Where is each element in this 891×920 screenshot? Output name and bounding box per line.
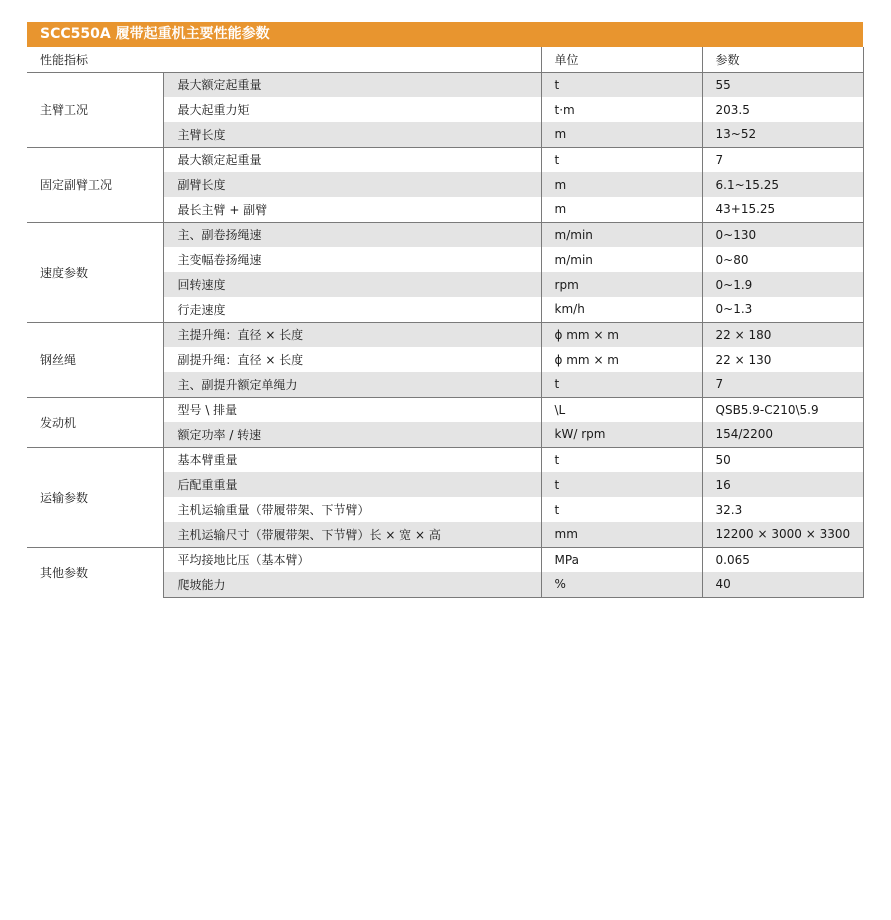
param-value: 22 × 130	[702, 347, 863, 372]
param-value: QSB5.9-C210\5.9	[702, 397, 863, 422]
group-label: 其他参数	[27, 547, 163, 597]
table-row	[27, 72, 863, 97]
param-value: 154/2200	[702, 422, 863, 447]
param-name: 基本臂重量	[163, 447, 541, 472]
header-unit: 单位	[541, 47, 702, 72]
param-name: 额定功率 / 转速	[163, 422, 541, 447]
param-value: 50	[702, 447, 863, 472]
param-value: 7	[702, 147, 863, 172]
param-name: 平均接地比压（基本臂）	[163, 547, 541, 572]
param-value: 13~52	[702, 122, 863, 147]
param-value: 55	[702, 72, 863, 97]
param-value: 203.5	[702, 97, 863, 122]
table-header-row	[27, 47, 863, 72]
param-name: 主机运输尺寸（带履带架、下节臂）长 × 宽 × 高	[163, 522, 541, 547]
group-label: 速度参数	[27, 222, 163, 322]
param-name: 副提升绳：直径 × 长度	[163, 347, 541, 372]
param-name: 行走速度	[163, 297, 541, 322]
param-value: 7	[702, 372, 863, 397]
param-unit: m	[541, 197, 702, 222]
param-name: 爬坡能力	[163, 572, 541, 597]
param-name: 主、副提升额定单绳力	[163, 372, 541, 397]
param-name: 最大起重力矩	[163, 97, 541, 122]
param-unit: mm	[541, 522, 702, 547]
spec-table-body	[27, 47, 863, 597]
param-value: 12200 × 3000 × 3300	[702, 522, 863, 547]
spec-table	[27, 47, 864, 598]
param-unit: t	[541, 372, 702, 397]
param-value: 32.3	[702, 497, 863, 522]
param-name: 主变幅卷扬绳速	[163, 247, 541, 272]
param-name: 主臂长度	[163, 122, 541, 147]
table-row	[27, 147, 863, 172]
param-unit: t·m	[541, 97, 702, 122]
param-value: 0~1.3	[702, 297, 863, 322]
param-name: 型号 \ 排量	[163, 397, 541, 422]
table-row	[27, 547, 863, 572]
param-value: 22 × 180	[702, 322, 863, 347]
param-unit: t	[541, 472, 702, 497]
param-unit: t	[541, 447, 702, 472]
param-unit: m	[541, 172, 702, 197]
group-label: 运输参数	[27, 447, 163, 547]
table-row	[27, 447, 863, 472]
param-unit: MPa	[541, 547, 702, 572]
group-label: 钢丝绳	[27, 322, 163, 397]
table-row	[27, 222, 863, 247]
param-name: 回转速度	[163, 272, 541, 297]
param-name: 最大额定起重量	[163, 72, 541, 97]
param-unit: t	[541, 147, 702, 172]
param-unit: m/min	[541, 247, 702, 272]
param-unit: ϕ mm × m	[541, 347, 702, 372]
group-label: 发动机	[27, 397, 163, 447]
table-row	[27, 397, 863, 422]
param-name: 主、副卷扬绳速	[163, 222, 541, 247]
param-name: 最长主臂 + 副臂	[163, 197, 541, 222]
param-value: 0.065	[702, 547, 863, 572]
group-label: 固定副臂工况	[27, 147, 163, 222]
param-value: 6.1~15.25	[702, 172, 863, 197]
param-value: 0~80	[702, 247, 863, 272]
param-value: 0~130	[702, 222, 863, 247]
param-unit: m/min	[541, 222, 702, 247]
param-unit: km/h	[541, 297, 702, 322]
param-value: 16	[702, 472, 863, 497]
header-value: 参数	[702, 47, 863, 72]
table-title: SCC550A 履带起重机主要性能参数	[27, 22, 863, 47]
param-unit: t	[541, 497, 702, 522]
param-unit: kW/ rpm	[541, 422, 702, 447]
param-value: 0~1.9	[702, 272, 863, 297]
header-category: 性能指标	[27, 47, 541, 72]
param-name: 主提升绳：直径 × 长度	[163, 322, 541, 347]
param-unit: %	[541, 572, 702, 597]
table-row	[27, 322, 863, 347]
spec-sheet	[27, 22, 863, 598]
param-value: 40	[702, 572, 863, 597]
param-name: 最大额定起重量	[163, 147, 541, 172]
group-label: 主臂工况	[27, 72, 163, 147]
param-unit: m	[541, 122, 702, 147]
param-unit: t	[541, 72, 702, 97]
param-unit: \L	[541, 397, 702, 422]
param-value: 43+15.25	[702, 197, 863, 222]
param-unit: ϕ mm × m	[541, 322, 702, 347]
param-unit: rpm	[541, 272, 702, 297]
param-name: 副臂长度	[163, 172, 541, 197]
param-name: 主机运输重量（带履带架、下节臂）	[163, 497, 541, 522]
param-name: 后配重重量	[163, 472, 541, 497]
